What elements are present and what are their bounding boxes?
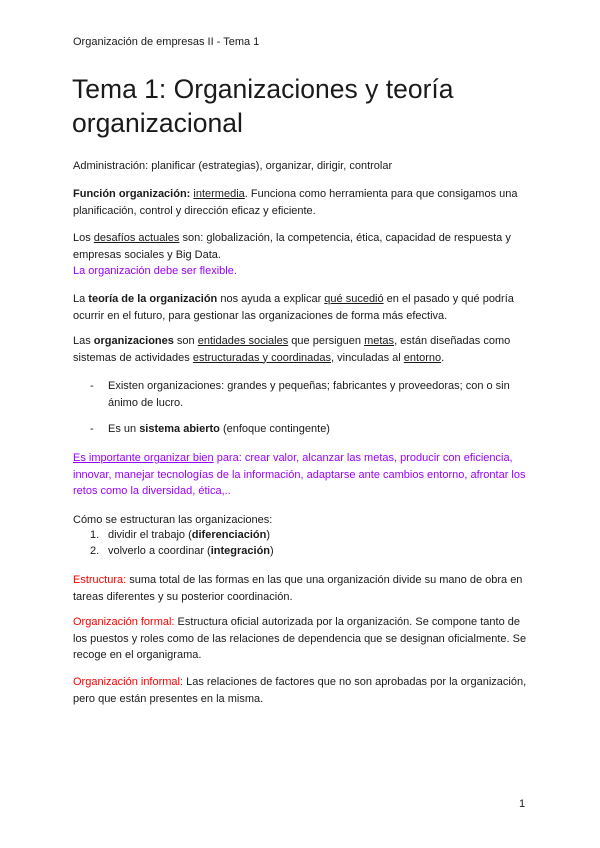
org-u3: estructuradas y coordinadas: [192, 351, 332, 364]
funcion-term: Función organización:: [73, 188, 191, 200]
org-u2: metas: [364, 335, 395, 347]
org-t1: son: [173, 335, 198, 347]
teoria-term: teoría de la organización: [88, 293, 218, 305]
funcion-text: . Funciona como herramienta para que consigamos una planificación, control y dirección eficaz y eficiente.: [73, 188, 518, 217]
org-u1: entidades sociales: [197, 335, 289, 347]
informal-text: Las relaciones de factores que no son aprobadas por la organización, pero que están presentes en la misma.: [73, 676, 527, 705]
desafios-paragraph: [73, 230, 533, 280]
teoria-paragraph: [73, 291, 533, 324]
diferenciacion-term: diferenciación: [191, 529, 267, 541]
b2-rest: (enfoque contingente): [219, 423, 330, 435]
document-title: Tema 1: Organizaciones y teoría organizacional: [72, 74, 454, 138]
teoria-underline: qué sucedió: [324, 293, 384, 305]
org-t5: .: [441, 351, 445, 364]
teoria-text: en el pasado y qué podría ocurrir en el futuro, para gestionar las organizaciones de forma más efectiva.: [73, 293, 514, 322]
list-number: 2.: [90, 545, 100, 557]
page-header: Organización de empresas II - Tema 1: [73, 36, 260, 48]
org-pre: Las: [73, 335, 94, 347]
desafios-underline: desafíos actuales: [93, 232, 180, 244]
integracion-term: integración: [210, 545, 271, 557]
i2-post: ): [270, 545, 274, 557]
list-item: [108, 543, 274, 560]
bullet-item: [108, 421, 528, 438]
i1-post: ): [266, 529, 271, 541]
funcion-underline: intermedia: [193, 188, 245, 200]
formal-term: Organización formal:: [73, 616, 175, 628]
org-t4: , vinculadas al: [331, 351, 404, 364]
organizaciones-term: organizaciones: [93, 335, 174, 347]
bullet-item: Existen organizaciones: grandes y pequeñas; fabricantes y proveedoras; con o sin ánimo de lucro.: [108, 380, 510, 409]
teoria-mid: nos ayuda a explicar: [217, 293, 325, 305]
desafios-text: son: globalización, la competencia, ética, capacidad de respuesta y empresas sociales y Big Data.: [73, 232, 511, 261]
formal-text: Estructura oficial autorizada por la organización. Se compone tanto de los puestos y roles como de las relaciones de dependencia que se designan oficialmente. Se recoge en el organigrama.: [73, 616, 527, 661]
i1-pre: dividir el trabajo (: [108, 529, 192, 541]
estructura-definition: [73, 572, 533, 605]
funcion-paragraph: [73, 186, 533, 219]
organizaciones-paragraph: [73, 333, 533, 366]
bullet-dash: -: [90, 380, 94, 392]
formal-definition: [73, 614, 533, 664]
estructura-term: Estructura:: [73, 574, 127, 586]
flexible-note: La organización debe ser flexible.: [73, 265, 237, 277]
informal-term: Organización informal:: [73, 676, 184, 688]
importante-underline: Es importante organizar bien: [73, 452, 214, 464]
importante-text: para: crear valor, alcanzar las metas, producir con eficiencia, innovar, manejar tecnologías de la información, adaptarse ante cambios entorno, afrontar los retos como la diversidad, ética,..: [73, 452, 526, 497]
b2-pre: Es un: [108, 423, 140, 435]
i2-pre: volverlo a coordinar (: [108, 545, 211, 557]
page-number: 1: [519, 798, 526, 810]
importante-paragraph: [73, 450, 533, 500]
bullet-dash: -: [90, 423, 94, 435]
list-item: [108, 527, 270, 544]
org-t2: que persiguen: [288, 335, 365, 347]
org-u4: entorno: [403, 351, 442, 364]
administracion-line: Administración: planificar (estrategias), organizar, dirigir, controlar: [73, 160, 393, 172]
informal-definition: [73, 674, 533, 707]
list-number: 1.: [90, 529, 100, 541]
estructuran-intro: Cómo se estructuran las organizaciones:: [73, 514, 273, 526]
teoria-pre: La: [73, 293, 89, 305]
sistema-abierto-term: sistema abierto: [139, 423, 220, 435]
org-t3: , están diseñadas como sistemas de actividades: [73, 335, 511, 364]
desafios-pre: Los: [73, 232, 94, 244]
estructura-text: suma total de las formas en las que una organización divide su mano de obra en tareas diferentes y su posterior coordinación.: [73, 574, 523, 603]
